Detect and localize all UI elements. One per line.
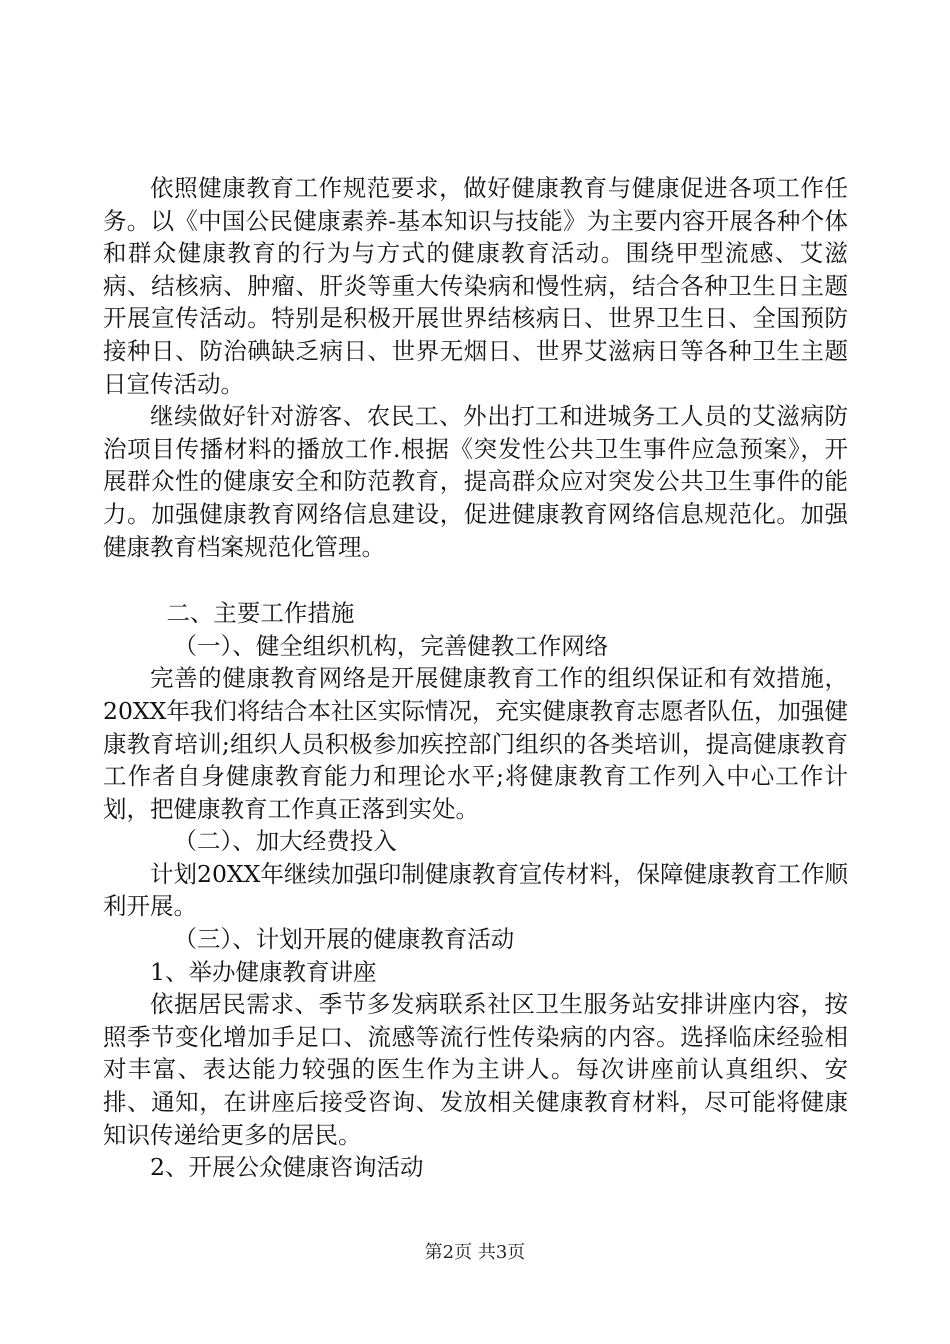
item-title-lectures: 1、举办健康教育讲座 (150, 957, 377, 986)
section-title-main-measures: 二、主要工作措施 (166, 599, 355, 628)
subsection-title-organization: （一）、健全组织机构，完善健教工作网络 (173, 631, 609, 660)
paragraph-gap (103, 563, 848, 595)
paragraph-aids-prevention: 继续做好针对游客、农民工、外出打工和进城务工人员的艾滋病防治项目传播材料的播放工作.根据《突发性公共卫生事件应急预案》，开展群众性的健康安全和防范教育，提高群众应对突发公共卫生事件的能力。加强健康教育网络信息建设，促进健康教育网络信息规范化。加强健康教育档案规范化管理。 (103, 402, 848, 561)
item-title-consultation: 2、开展公众健康咨询活动 (150, 1153, 424, 1182)
paragraph-funding: 计划20XX年继续加强印制健康教育宣传材料，保障健康教育工作顺利开展。 (103, 859, 848, 921)
subsection-title-funding: （二）、加大经费投入 (173, 827, 397, 856)
page-number-footer: 第2页 共3页 (424, 1242, 526, 1263)
paragraph-organization-network: 完善的健康教育网络是开展健康教育工作的组织保证和有效措施，20XX年我们将结合本社区实际情况，充实健康教育志愿者队伍，加强健康教育培训;组织人员积极参加疾控部门组织的各类培训，提高健康教育工作者自身健康教育能力和理论水平;将健康教育工作列入中心工作计划，把健康教育工作真正落到实处。 (103, 664, 848, 823)
paragraph-health-education-tasks: 依照健康教育工作规范要求，做好健康教育与健康促进各项工作任务。以《中国公民健康素养-基本知识与技能》为主要内容开展各种个体和群众健康教育的行为与方式的健康教育活动。围绕甲型流感、艾滋病、结核病、肿瘤、肝炎等重大传染病和慢性病，结合各种卫生日主题开展宣传活动。特别是积极开展世界结核病日、世界卫生日、全国预防接种日、防治碘缺乏病日、世界无烟日、世界艾滋病日等各种卫生主题日宣传活动。 (103, 174, 848, 398)
subsection-title-activities: （三）、计划开展的健康教育活动 (173, 925, 515, 954)
document-body (103, 172, 848, 1184)
paragraph-lectures: 依据居民需求、季节多发病联系社区卫生服务站安排讲座内容，按照季节变化增加手足口、流感等流行性传染病的内容。选择临床经验相对丰富、表达能力较强的医生作为主讲人。每次讲座前认真组织、安排、通知，在讲座后接受咨询、发放相关健康教育材料，尽可能将健康知识传递给更多的居民。 (103, 990, 848, 1149)
